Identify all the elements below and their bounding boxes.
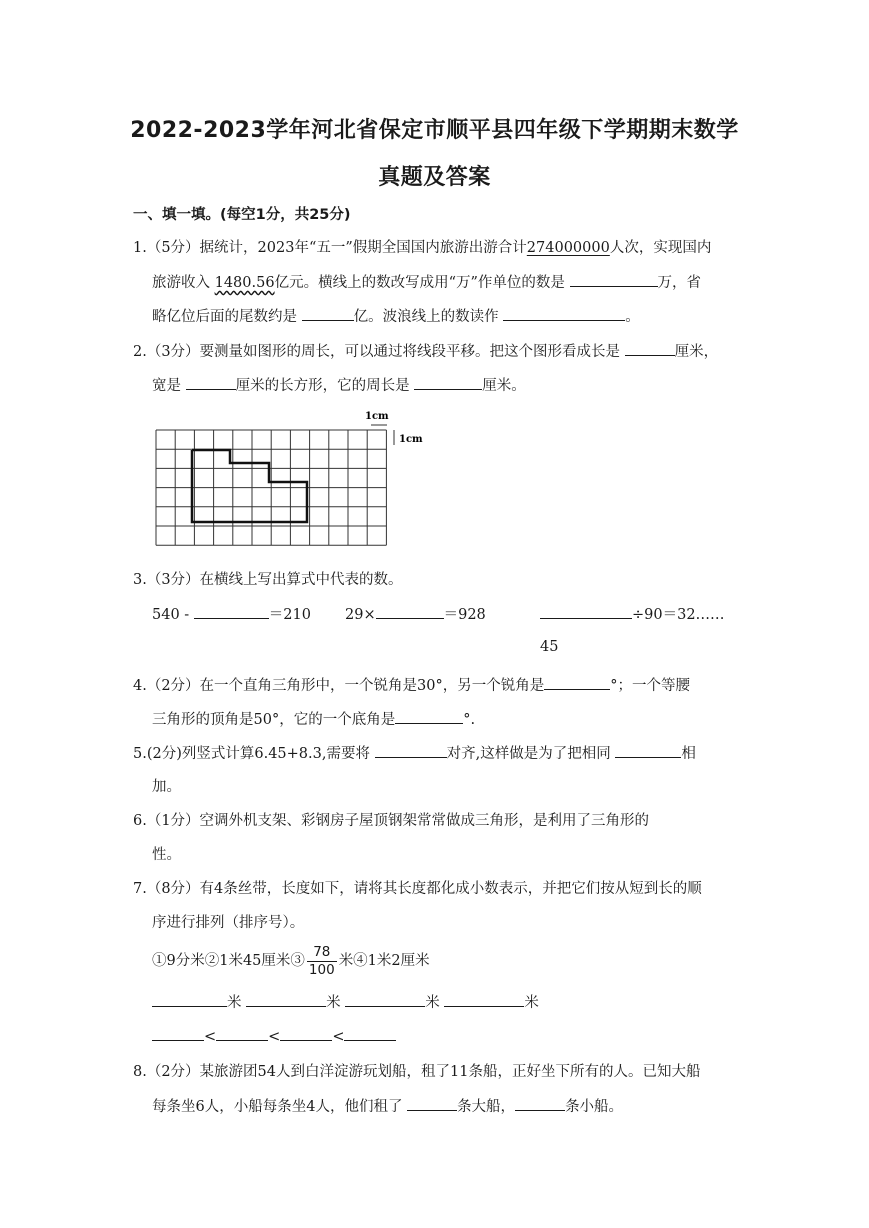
q7-blank-decimal-1[interactable] (152, 992, 227, 1007)
q3-e1-text-a: 540 - (152, 607, 190, 623)
q7-fraction (307, 944, 337, 979)
q2-grid-svg (152, 405, 432, 550)
q1-line3 (152, 306, 640, 327)
q1-blank-read[interactable] (503, 306, 625, 321)
q5-blank-same[interactable] (615, 743, 681, 758)
q2-blank-width[interactable] (186, 375, 236, 390)
q2-blank-length[interactable] (625, 341, 675, 356)
q1-line1 (133, 238, 711, 258)
q4-line1 (133, 675, 690, 696)
q8-l2-text-a: 每条坐6人，小船每条坐4人，他们租了 (152, 1099, 403, 1115)
q2-unit-label-top: 1cm (365, 411, 389, 422)
q1-l3-text-a: 略亿位后面的尾数约是 (152, 309, 297, 325)
q4-line2 (152, 709, 475, 730)
q4-blank-angle[interactable] (544, 675, 610, 690)
q3-line1: 3.（3分）在横线上写出算式中代表的数。 (133, 572, 403, 588)
q2-line1 (133, 341, 718, 362)
doc-title-line2: 真题及答案 (378, 165, 491, 190)
q2-text-a: 2.（3分）要测量如图形的周长，可以通过将线段平移。把这个图形看成长是 (133, 344, 621, 360)
q1-l3-text-c: 。 (625, 309, 640, 325)
q8-line2 (152, 1096, 623, 1117)
q2-unit-label-side: 1cm (399, 434, 423, 445)
q4-l2-text-a: 三角形的顶角是50°，它的一个底角是 (152, 712, 396, 728)
q7-unit-3: 米 (425, 995, 440, 1011)
q2-blank-perimeter[interactable] (414, 375, 482, 390)
q3-remainder: 45 (540, 639, 559, 655)
q1-l2-text-c: 亿元。横线上的数改写成用“万”作单位的数是 (274, 275, 565, 291)
q7-lt-3: < (332, 1029, 345, 1045)
q6-line1: 6.（1分）空调外机支架、彩钢房子屋顶钢架常常做成三角形，是利用了三角形的 (133, 813, 650, 829)
q1-underlined-number: 274000000 (526, 240, 610, 256)
q2-l2-text-b: 厘米的长方形，它的周长是 (235, 378, 410, 394)
q3-e2-text-b: ＝928 (443, 607, 486, 623)
q7-blank-order-2[interactable] (216, 1026, 268, 1041)
q7-blank-order-3[interactable] (280, 1026, 332, 1041)
q7-options (152, 942, 430, 980)
q8-l2-text-c: 条小船。 (565, 1099, 624, 1115)
q3-expr3 (540, 604, 725, 625)
q4-text-a: 4.（2分）在一个直角三角形中，一个锐角是30°，另一个锐角是 (133, 678, 545, 694)
q7-lt-2: < (268, 1029, 281, 1045)
q5-blank-align[interactable] (375, 743, 447, 758)
q2-l2-text-a: 宽是 (152, 378, 181, 394)
q7-blank-decimal-3[interactable] (345, 992, 425, 1007)
q5-line2: 加。 (152, 779, 181, 795)
q7-options-text-b: 米④1米2厘米 (338, 953, 430, 969)
q1-blank-yi[interactable] (302, 306, 354, 321)
q2-line2 (152, 375, 526, 396)
q7-blank-decimal-2[interactable] (246, 992, 326, 1007)
q3-expr2 (345, 604, 486, 625)
q6-line2: 性。 (152, 847, 181, 863)
q1-l2-text-a: 旅游收入 (152, 275, 210, 291)
section-heading: 一、填一填。(每空1分，共25分) (133, 207, 351, 223)
q7-line2: 序进行排列（排序号）。 (152, 915, 305, 931)
q5-text-c: 相 (681, 746, 696, 762)
q7-blank-order-1[interactable] (152, 1026, 204, 1041)
q1-wavy-number: 1480.56 (214, 275, 275, 291)
q7-lt-1: < (204, 1029, 217, 1045)
q1-l2-text-d: 万，省 (657, 275, 702, 291)
q4-l2-text-b: °. (463, 712, 476, 728)
q2-l2-text-c: 厘米。 (482, 378, 526, 394)
q7-blank-decimal-4[interactable] (444, 992, 524, 1007)
q4-blank-base-angle[interactable] (395, 709, 463, 724)
q5-text-a: 5.(2分)列竖式计算6.45+8.3,需要将 (133, 746, 370, 762)
q2-text-b: 厘米， (674, 344, 719, 360)
q1-text-c: 人次，实现国内 (609, 240, 712, 256)
q7-line1: 7.（8分）有4条丝带，长度如下，请将其长度都化成小数表示，并把它们按从短到长的顺 (133, 881, 702, 897)
q8-l2-text-b: 条大船， (457, 1099, 516, 1115)
q1-l3-text-b: 亿。波浪线上的数读作 (353, 309, 499, 325)
q4-text-b: °；一个等腰 (610, 678, 691, 694)
q8-line1: 8.（2分）某旅游团54人到白洋淀游玩划船，租了11条船，正好坐下所有的人。已知大船 (133, 1064, 701, 1080)
q3-blank-2[interactable] (376, 604, 444, 619)
q3-blank-1[interactable] (194, 604, 269, 619)
q5-line1 (133, 743, 696, 764)
q2-grid-figure (152, 405, 432, 550)
q8-blank-big-boats[interactable] (407, 1096, 457, 1111)
q7-order-row (152, 1026, 396, 1047)
q3-expr1 (152, 604, 311, 625)
q5-text-b: 对齐,这样做是为了把相同 (446, 746, 611, 762)
q3-e3-text-b: ÷90＝32…… (632, 607, 725, 623)
q2-shape-outline (192, 450, 307, 522)
q7-options-text-a: ①9分米②1米45厘米③ (152, 953, 305, 969)
q3-blank-3[interactable] (540, 604, 632, 619)
q7-unit-2: 米 (326, 995, 341, 1011)
q7-unit-4: 米 (524, 995, 539, 1011)
q1-line2 (152, 272, 701, 293)
q7-blank-order-4[interactable] (344, 1026, 396, 1041)
doc-title-line1: 2022-2023学年河北省保定市顺平县四年级下学期期末数学 (130, 118, 739, 143)
q3-e2-text-a: 29× (345, 607, 376, 623)
q1-blank-wan[interactable] (570, 272, 658, 287)
q8-blank-small-boats[interactable] (515, 1096, 565, 1111)
q7-fraction-denominator: 100 (308, 961, 335, 978)
q7-unit-1: 米 (227, 995, 242, 1011)
q7-fraction-numerator: 78 (307, 944, 337, 962)
q7-decimal-row (152, 992, 539, 1013)
q3-e1-text-b: ＝210 (268, 607, 311, 623)
q1-text-a: 1.（5分）据统计，2023年“五一”假期全国国内旅游出游合计 (133, 240, 527, 256)
